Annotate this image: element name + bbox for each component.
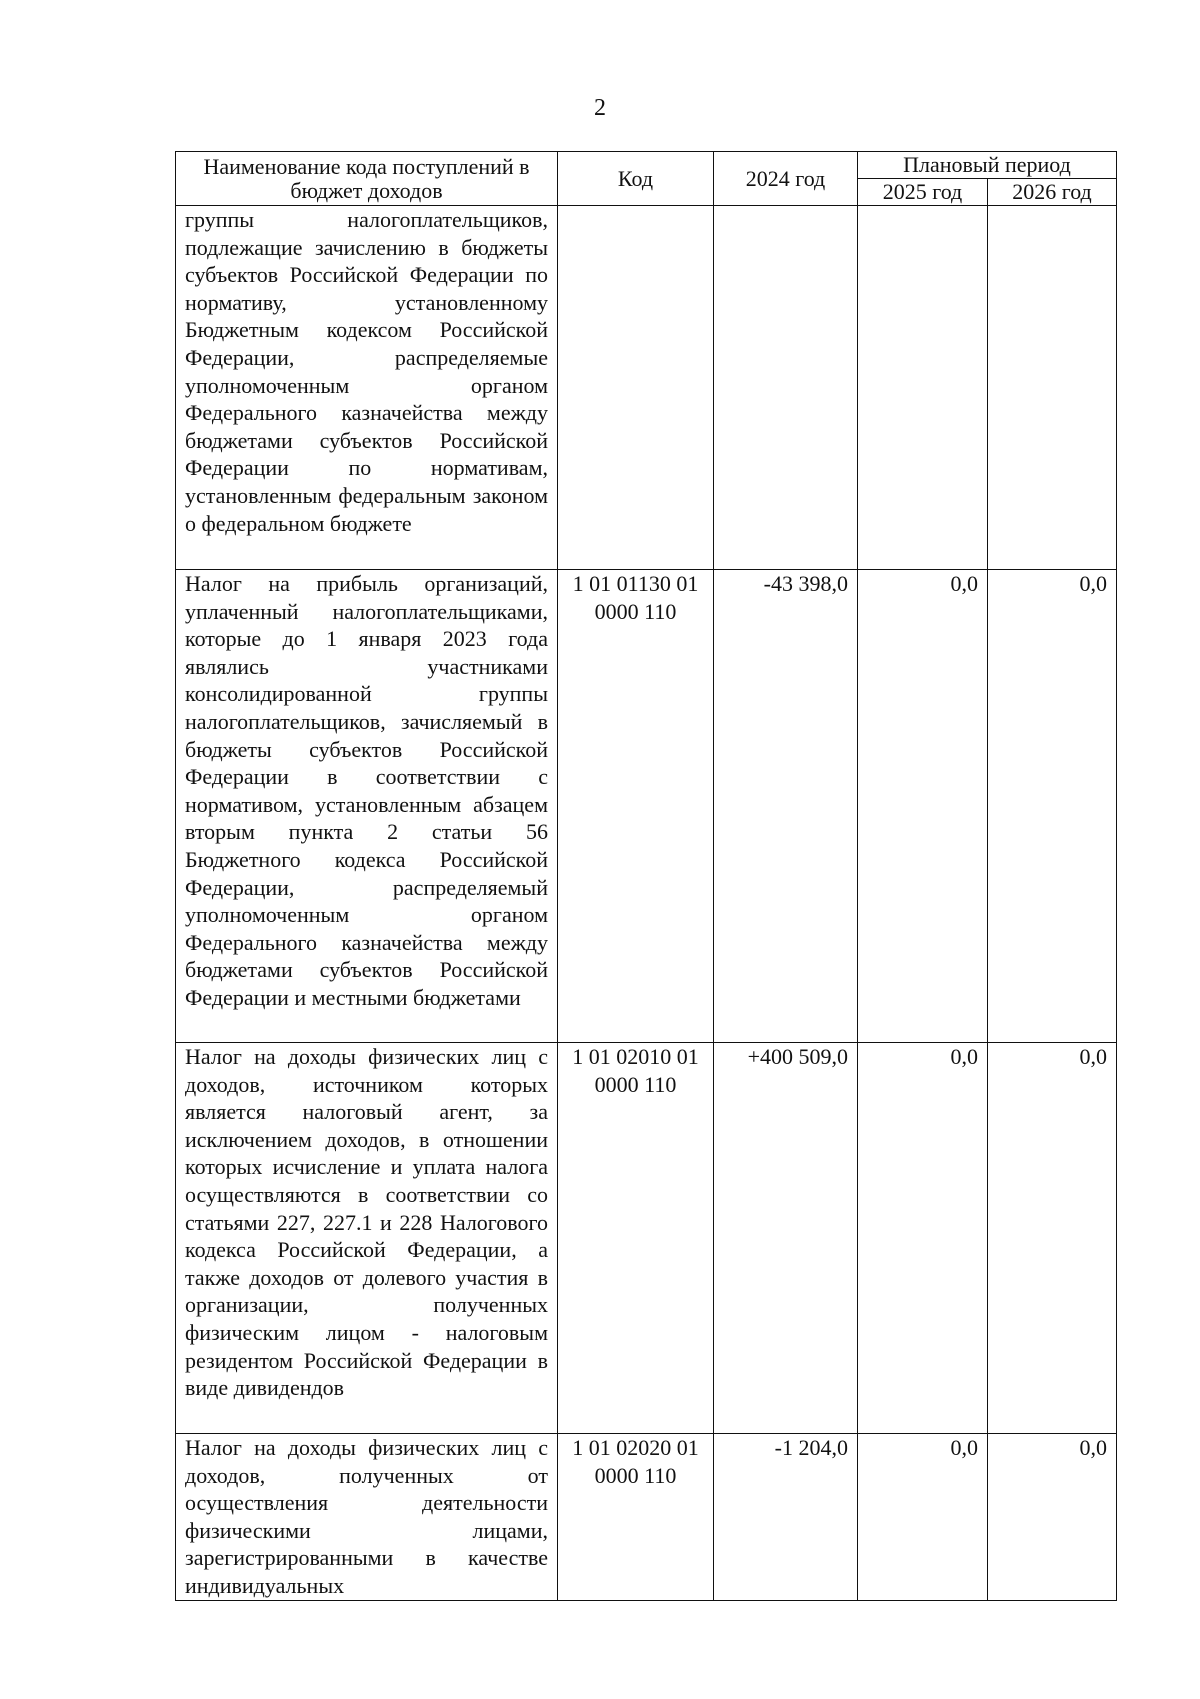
revenue-table — [175, 151, 1117, 1601]
row-value-2026: 0,0 — [988, 1043, 1117, 1434]
row-code: 1 01 02020 01 0000 110 — [558, 1434, 714, 1601]
row-value-2025: 0,0 — [858, 1043, 988, 1434]
row-name: группы налогоплательщиков, подлежащие зачислению в бюджеты субъектов Российской Федерации по нормативу, установленному Бюджетным кодексом Российской Федерации, распределяемые уполномоченным органом Федерального казначейства между бюджетами субъектов Российской Федерации по нормативам, установленным федеральным законом о федеральном бюджете — [176, 206, 558, 570]
header-2026: 2026 год — [988, 179, 1117, 206]
header-name: Наименование кода поступлений в бюджет доходов — [176, 152, 558, 206]
row-value-2026 — [988, 206, 1117, 570]
row-name: Налог на прибыль организаций, уплаченный налогоплательщиками, которые до 1 января 2023 года являлись участниками консолидированной группы налогоплательщиков, зачисляемый в бюджеты субъектов Российской Федерации в соответствии с нормативом, установленным абзацем вторым пункта 2 статьи 56 Бюджетного кодекса Российской Федерации, распределяемый уполномоченным органом Федерального казначейства между бюджетами субъектов Российской Федерации и местными бюджетами — [176, 570, 558, 1043]
row-value-2026: 0,0 — [988, 1434, 1117, 1601]
table-row — [176, 206, 1117, 570]
table-header-row — [176, 152, 1117, 179]
header-planned-period: Плановый период — [858, 152, 1117, 179]
header-code: Код — [558, 152, 714, 206]
row-value-2026: 0,0 — [988, 570, 1117, 1043]
header-2024: 2024 год — [714, 152, 858, 206]
table-row — [176, 1434, 1117, 1601]
row-value-2024: -1 204,0 — [714, 1434, 858, 1601]
row-value-2025: 0,0 — [858, 570, 988, 1043]
row-code: 1 01 02010 01 0000 110 — [558, 1043, 714, 1434]
page-number: 2 — [594, 95, 606, 121]
row-value-2024: +400 509,0 — [714, 1043, 858, 1434]
header-2025: 2025 год — [858, 179, 988, 206]
row-code: 1 01 01130 01 0000 110 — [558, 570, 714, 1043]
row-value-2024: -43 398,0 — [714, 570, 858, 1043]
row-value-2024 — [714, 206, 858, 570]
table-row — [176, 570, 1117, 1043]
row-name: Налог на доходы физических лиц с доходов, полученных от осуществления деятельности физическими лицами, зарегистрированными в качестве индивидуальных — [176, 1434, 558, 1601]
row-value-2025: 0,0 — [858, 1434, 988, 1601]
row-value-2025 — [858, 206, 988, 570]
table-row — [176, 1043, 1117, 1434]
row-name: Налог на доходы физических лиц с доходов, источником которых является налоговый агент, за исключением доходов, в отношении которых исчисление и уплата налога осуществляются в соответствии со статьями 227, 227.1 и 228 Налогового кодекса Российской Федерации, а также доходов от долевого участия в организации, полученных физическим лицом - налоговым резидентом Российской Федерации в виде дивидендов — [176, 1043, 558, 1434]
row-code — [558, 206, 714, 570]
